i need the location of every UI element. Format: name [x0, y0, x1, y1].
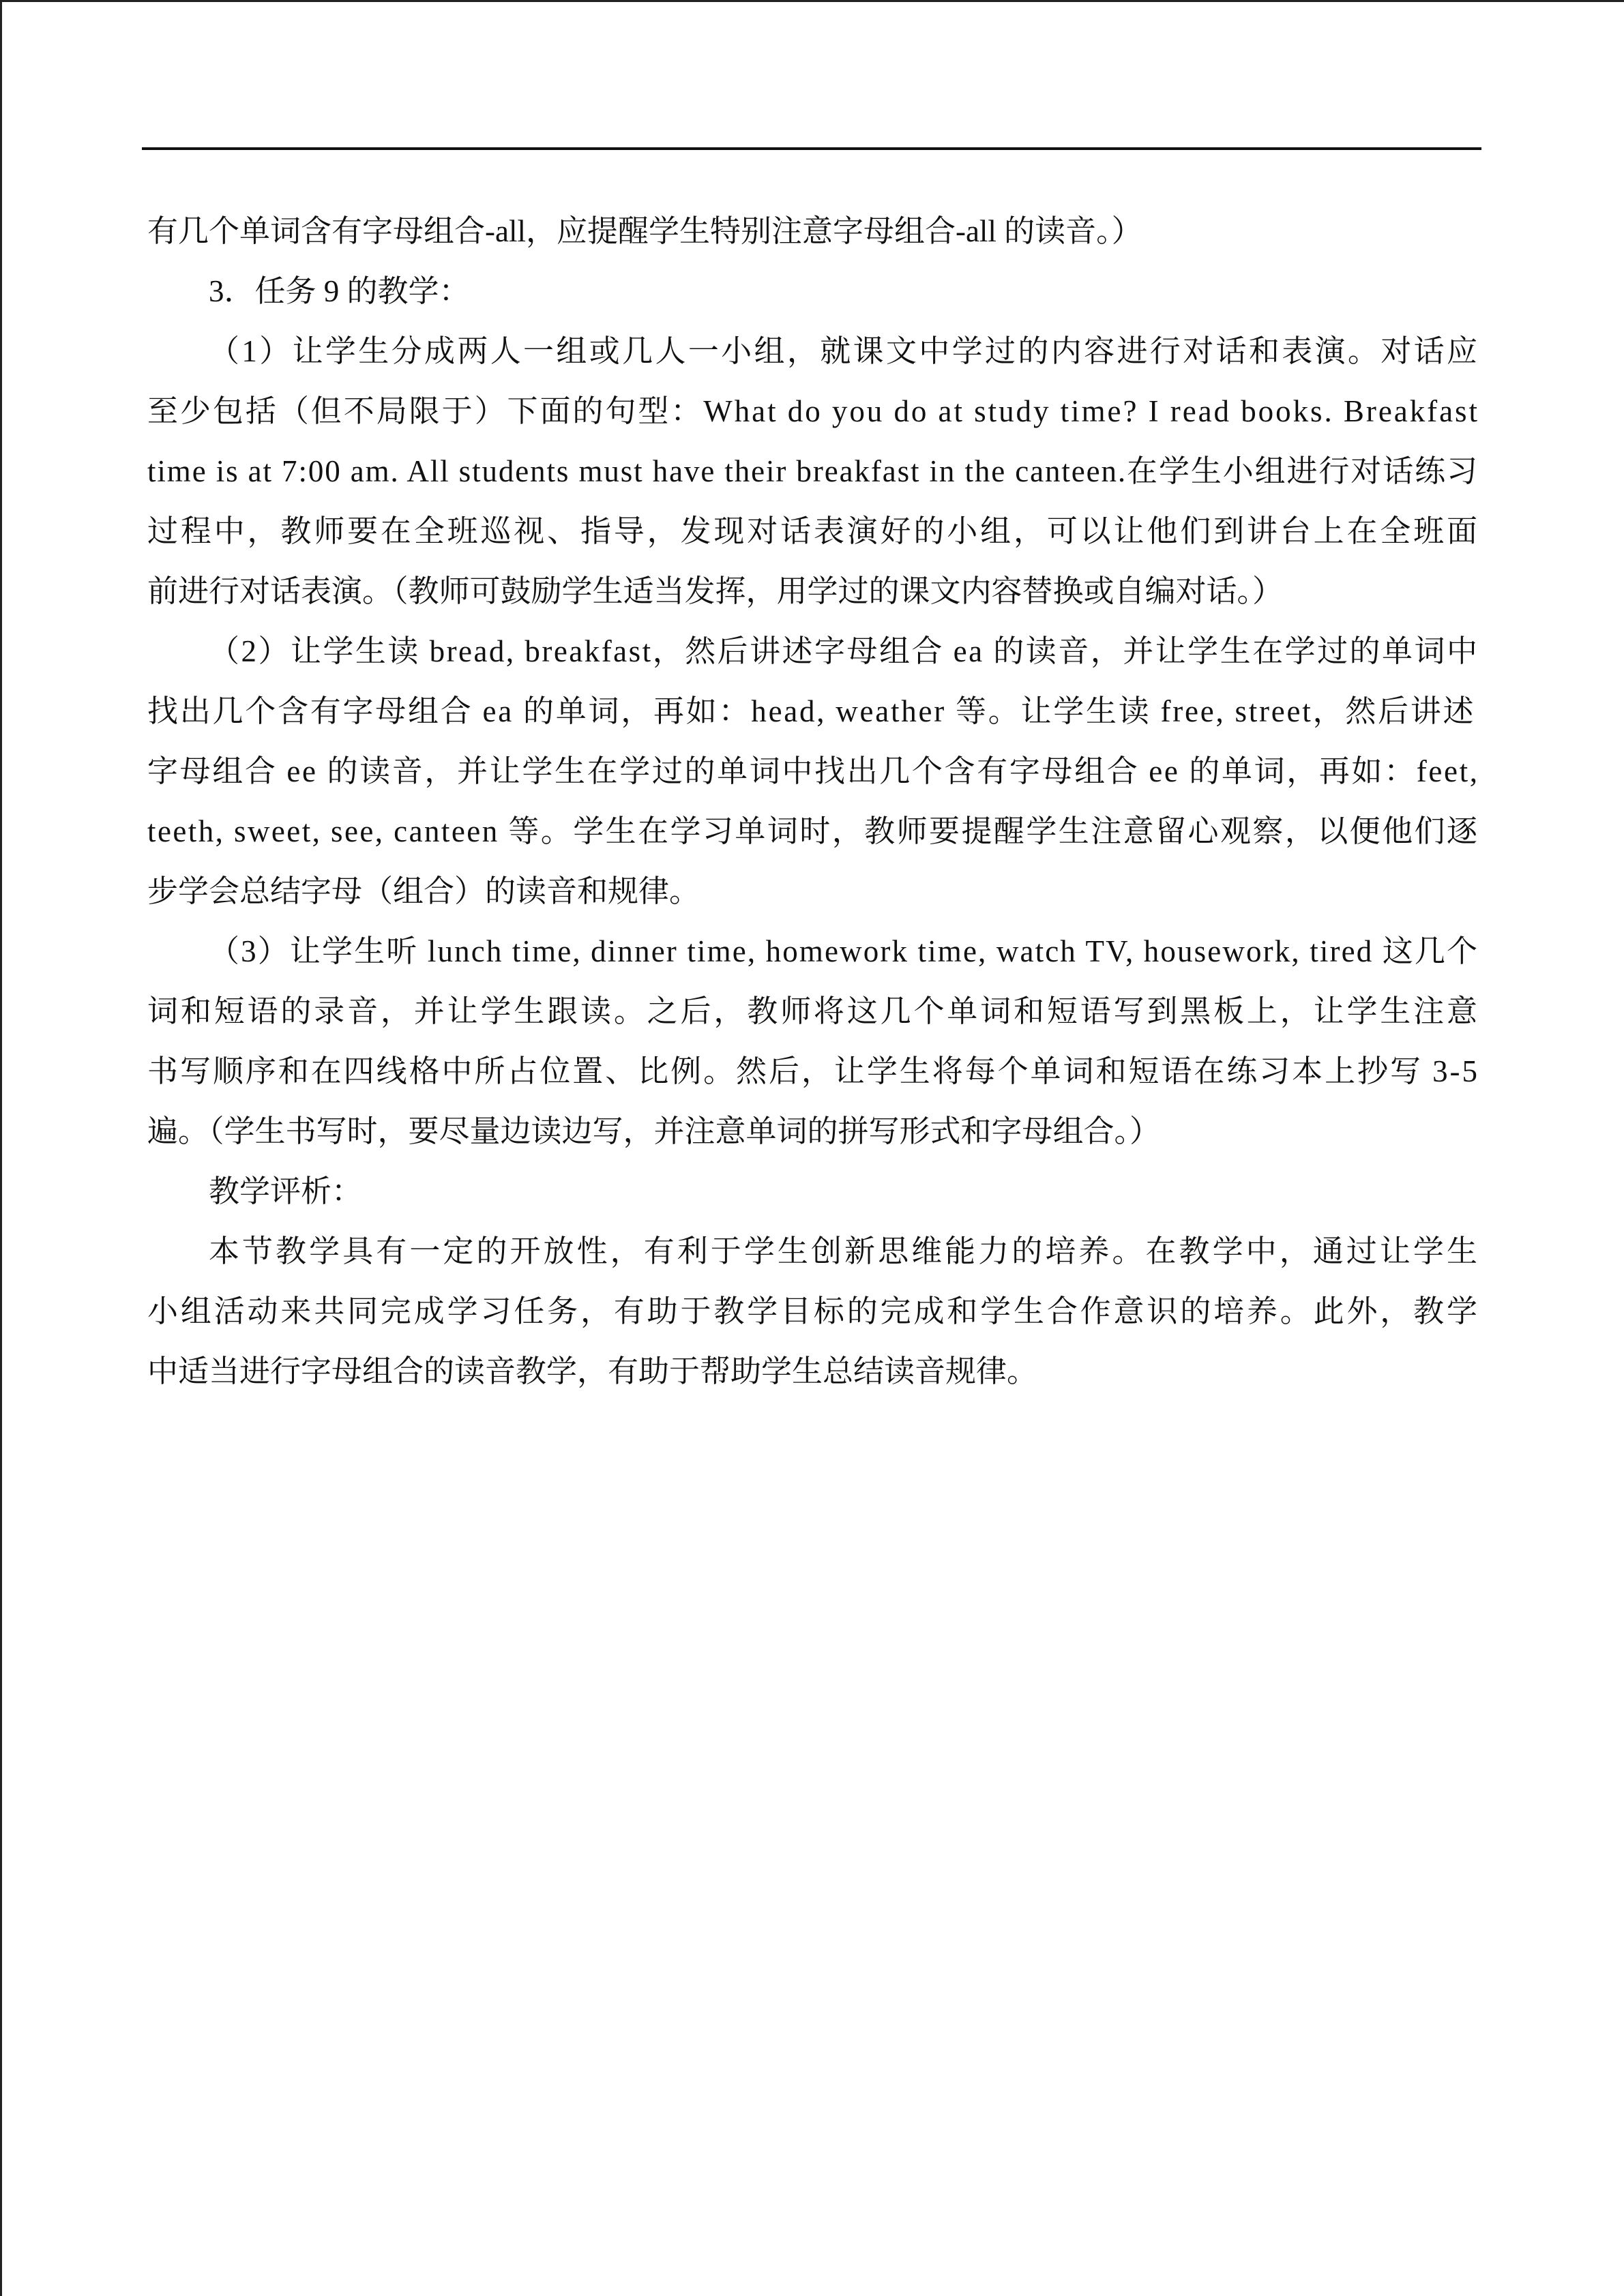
line-2	[147, 261, 1477, 321]
line-text: 3．任务 9 的教学：	[209, 274, 470, 308]
line-6	[147, 501, 1480, 561]
line-text: time is at 7:00 am. All students must have their breakfast in the canteen.在学生小组进行对话练习	[147, 454, 1479, 488]
line-18	[147, 1221, 1481, 1281]
document-body	[147, 201, 1481, 1401]
line-9	[147, 681, 1477, 741]
line-text: 字母组合 ee 的读音，并让学生在学过的单词中找出几个含有字母组合 ee 的单词，再如：feet,	[147, 754, 1479, 788]
line-text: teeth, sweet, see, canteen 等。学生在学习单词时，教师要提醒学生注意留心观察，以便他们逐	[147, 814, 1479, 848]
line-text: 遍。（学生书写时，要尽量边读边写，并注意单词的拼写形式和字母组合。）	[147, 1114, 1161, 1148]
line-text: 小组活动来共同完成学习任务，有助于教学目标的完成和学生合作意识的培养。此外，教学	[147, 1294, 1480, 1328]
line-7	[147, 561, 1477, 621]
line-8	[147, 621, 1477, 681]
line-13	[147, 921, 1477, 981]
line-5	[147, 441, 1477, 501]
line-20	[147, 1341, 1477, 1401]
line-14	[147, 981, 1480, 1041]
line-text: 教学评析：	[209, 1174, 363, 1208]
line-text: 书写顺序和在四线格中所占位置、比例。然后，让学生将每个单词和短语在练习本上抄写 3-5	[147, 1054, 1479, 1088]
line-17	[147, 1161, 1477, 1221]
header-rule	[142, 147, 1481, 150]
line-text: 前进行对话表演。（教师可鼓励学生适当发挥，用学过的课文内容替换或自编对话。）	[147, 574, 1284, 608]
line-11	[147, 801, 1477, 861]
line-text: 有几个单词含有字母组合-all，应提醒学生特别注意字母组合-all 的读音。）	[147, 214, 1142, 248]
line-text: 找出几个含有字母组合 ea 的单词，再如：head, weather 等。让学生读 free, street，然后讲述	[147, 694, 1476, 728]
line-3	[147, 321, 1480, 381]
line-text: 词和短语的录音，并让学生跟读。之后，教师将这几个单词和短语写到黑板上，让学生注意	[147, 994, 1480, 1028]
line-text: （3）让学生听 lunch time, dinner time, homework time, watch TV, housework, tired 这几个	[209, 934, 1479, 968]
line-text: （1）让学生分成两人一组或几人一小组，就课文中学过的内容进行对话和表演。对话应	[209, 334, 1480, 368]
line-text: 至少包括（但不局限于）下面的句型：What do you do at study time? I read books. Breakfast	[147, 394, 1479, 428]
line-10	[147, 741, 1477, 801]
line-19	[147, 1281, 1480, 1341]
line-4	[147, 381, 1477, 441]
line-text: 过程中，教师要在全班巡视、指导，发现对话表演好的小组，可以让他们到讲台上在全班面	[147, 514, 1480, 548]
line-15	[147, 1041, 1477, 1101]
line-1	[147, 201, 1477, 261]
line-text: 中适当进行字母组合的读音教学，有助于帮助学生总结读音规律。	[147, 1354, 1038, 1388]
line-16	[147, 1101, 1477, 1161]
line-text: （2）让学生读 bread, breakfast，然后讲述字母组合 ea 的读音，并让学生在学过的单词中	[209, 634, 1479, 668]
line-text: 本节教学具有一定的开放性，有利于学生创新思维能力的培养。在教学中，通过让学生	[209, 1234, 1481, 1268]
line-12	[147, 861, 1477, 921]
line-text: 步学会总结字母（组合）的读音和规律。	[147, 874, 700, 908]
